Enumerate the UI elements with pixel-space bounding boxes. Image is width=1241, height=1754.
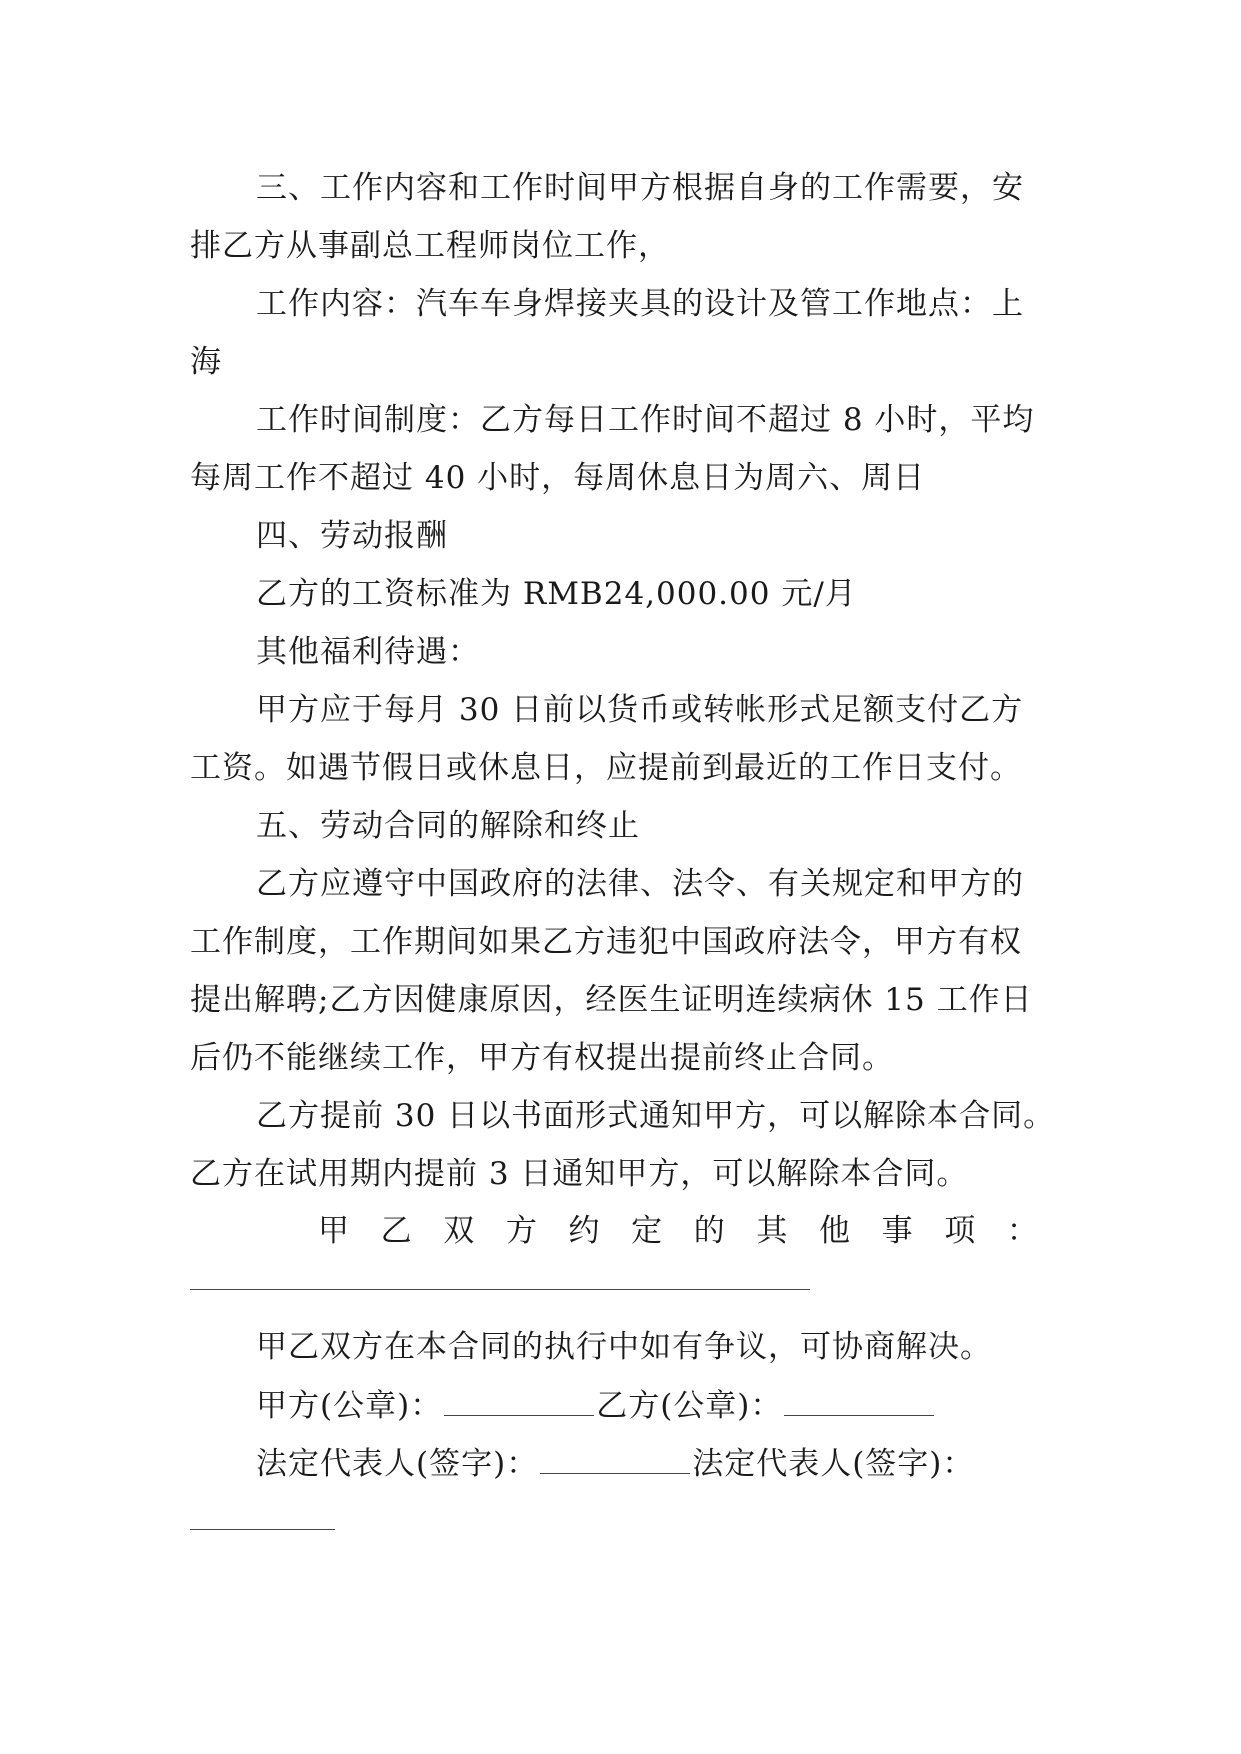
work-content-line1: 工作内容：汽车车身焊接夹具的设计及管工作地点：上 — [256, 286, 1024, 322]
termination-line2: 工作制度，工作期间如果乙方违犯中国政府法令，甲方有权 — [190, 924, 1022, 960]
termination-line1: 乙方应遵守中国政府的法律、法令、有关规定和甲方的 — [256, 866, 1024, 902]
payment-line1: 甲方应于每月 30 日前以货币或转帐形式足额支付乙方 — [256, 692, 1024, 728]
other-char: 双 — [443, 1213, 475, 1249]
work-hours-line2: 每周工作不超过 40 小时，每周休息日为周六、周日 — [190, 460, 926, 496]
clause4-heading: 四、劳动报酬 — [256, 518, 448, 554]
salary-line: 乙方的工资标准为 RMB24,000.00 元/月 — [256, 576, 857, 612]
other-char: ： — [1006, 1213, 1038, 1249]
other-char: 的 — [693, 1213, 725, 1249]
rep-b-sign-label: 法定代表人(签字)： — [692, 1446, 975, 1482]
work-content-line2: 海 — [190, 344, 222, 380]
payment-line2: 工资。如遇节假日或休息日，应提前到最近的工作日支付。 — [190, 750, 1022, 786]
rep-b-sign-blank — [190, 1529, 335, 1530]
notice-line1: 乙方提前 30 日以书面形式通知甲方，可以解除本合同。 — [256, 1098, 1056, 1134]
dispute-line: 甲乙双方在本合同的执行中如有争议，可协商解决。 — [256, 1329, 992, 1365]
party-b-seal-label: 乙方(公章)： — [596, 1388, 783, 1424]
other-matters-heading — [318, 1211, 1038, 1251]
rep-a-sign-blank — [540, 1471, 690, 1474]
other-char: 约 — [568, 1213, 600, 1249]
other-char: 甲 — [318, 1213, 349, 1249]
other-char: 他 — [819, 1213, 850, 1249]
termination-line4: 后仍不能继续工作，甲方有权提出提前终止合同。 — [190, 1040, 894, 1076]
clause3-line2: 排乙方从事副总工程师岗位工作， — [190, 228, 670, 264]
other-char: 事 — [881, 1213, 913, 1249]
party-a-seal-blank — [444, 1413, 594, 1416]
rep-a-sign-label: 法定代表人(签字)： — [256, 1446, 539, 1482]
party-b-seal-blank — [784, 1413, 934, 1416]
termination-line3: 提出解聘;乙方因健康原因，经医生证明连续病休 15 工作日 — [190, 982, 1033, 1018]
other-char: 其 — [756, 1213, 788, 1249]
clause3-line1: 三、工作内容和工作时间甲方根据自身的工作需要，安 — [256, 170, 1024, 206]
party-a-seal-label: 甲方(公章)： — [256, 1388, 443, 1424]
other-char: 定 — [631, 1213, 663, 1249]
other-char: 乙 — [380, 1213, 412, 1249]
clause5-heading: 五、劳动合同的解除和终止 — [256, 808, 640, 844]
other-char: 项 — [944, 1213, 976, 1249]
representative-line — [256, 1444, 974, 1484]
work-hours-line1: 工作时间制度：乙方每日工作时间不超过 8 小时，平均 — [256, 402, 1035, 438]
other-char: 方 — [505, 1213, 537, 1249]
benefits-line: 其他福利待遇： — [256, 634, 480, 670]
seal-line — [256, 1386, 936, 1426]
other-matters-blank-line — [190, 1289, 810, 1290]
notice-line2: 乙方在试用期内提前 3 日通知甲方，可以解除本合同。 — [190, 1156, 969, 1192]
